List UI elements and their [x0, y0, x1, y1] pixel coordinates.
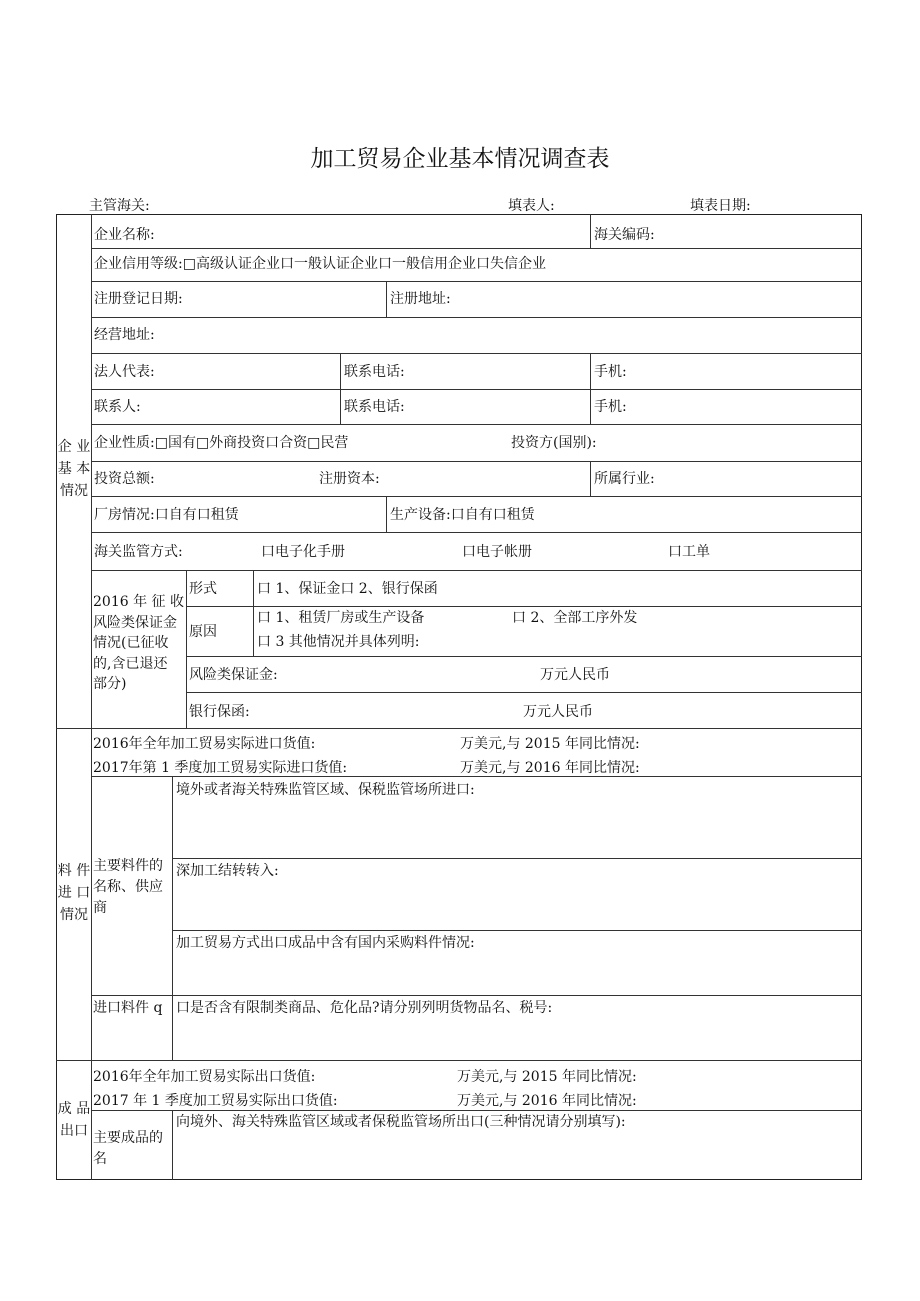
bank-guarantee-unit: 万元人民币 [523, 704, 593, 720]
section-label-line: 料 件 [57, 863, 91, 879]
main-products-label: 主要成品的名 [93, 1130, 163, 1167]
row-line [91, 496, 862, 497]
total-investment-field[interactable]: 投资总额: [94, 471, 155, 487]
row-line [91, 353, 862, 354]
section-label-basic [57, 436, 91, 502]
bank-guarantee-field[interactable]: 银行保函: [189, 704, 250, 720]
row-line [91, 532, 862, 533]
section-label-export [57, 1098, 91, 1142]
row-line [172, 858, 862, 859]
section-label-line: 出口 [60, 1123, 88, 1139]
page-title: 加工贸易企业基本情况调查表 [310, 146, 610, 172]
industry-field[interactable]: 所属行业: [594, 471, 655, 487]
row-line [91, 281, 862, 282]
col-line [386, 281, 387, 317]
phone-field[interactable]: 联系电话: [344, 364, 405, 380]
supervision-option-manual[interactable]: 口电子化手册 [261, 544, 345, 560]
col-line [172, 776, 173, 1060]
survey-table [56, 214, 862, 1180]
col-line [386, 496, 387, 532]
contact-phone-field[interactable]: 联系电话: [344, 399, 405, 415]
col-line [590, 461, 591, 496]
supervision-label: 海关监管方式: [94, 544, 183, 560]
risk-deposit-unit: 万元人民币 [540, 667, 610, 683]
form-options[interactable]: 口 1、保证金口 2、银行保函 [257, 581, 438, 597]
col-line [186, 570, 187, 728]
overseas-import-field[interactable]: 境外或者海关特殊监管区域、保税监管场所进口: [176, 782, 475, 798]
col-line [253, 570, 254, 656]
section-label-line: 情况 [60, 483, 88, 499]
form-label: 形式 [189, 581, 217, 597]
main-materials-label: 主要料件的名称、供应商 [93, 858, 163, 916]
equipment-field[interactable]: 生产设备:口自有口租赁 [390, 507, 535, 523]
import-2017-unit: 万美元,与 2016 年同比情况: [460, 760, 640, 776]
section-label-line: 企 业 [57, 439, 91, 455]
risk-deposit-field[interactable]: 风险类保证金: [189, 667, 278, 683]
section-label-line: 成 品 [57, 1101, 91, 1117]
section-divider-2 [56, 1060, 862, 1061]
contact-field[interactable]: 联系人: [94, 399, 141, 415]
col-line [590, 353, 591, 424]
company-nature-field[interactable]: 企业性质:□国有□外商投资口合资□民营 [94, 435, 349, 451]
reason-label: 原因 [189, 624, 217, 640]
supervision-option-ledger[interactable]: 口电子帐册 [462, 544, 532, 560]
category-divider [91, 214, 92, 1180]
reason-option-3[interactable]: 口 3 其他情况并具体列明: [257, 634, 420, 650]
legal-rep-field[interactable]: 法人代表: [94, 364, 155, 380]
row-line [91, 570, 862, 571]
export-2016-unit: 万美元,与 2015 年同比情况: [457, 1069, 637, 1085]
row-line [186, 656, 862, 657]
export-2017-field[interactable]: 2017 年 1 季度加工贸易实际出口货值: [93, 1093, 338, 1109]
export-destination-field[interactable]: 向境外、海关特殊监管区域或者保税监管场所出口(三种情况请分别填写): [176, 1114, 626, 1130]
reason-option-1[interactable]: 口 1、租赁厂房或生产设备 [257, 610, 425, 626]
row-line [186, 606, 862, 607]
reg-date-field[interactable]: 注册登记日期: [94, 291, 183, 307]
domestic-materials-field[interactable]: 加工贸易方式出口成品中含有国内采购料件情况: [176, 935, 475, 951]
credit-level-field[interactable]: 企业信用等级:□高级认证企业口一般认证企业口一般信用企业口失信企业 [94, 256, 546, 272]
section-divider-1 [56, 728, 862, 729]
deep-processing-field[interactable]: 深加工结转转入: [176, 863, 279, 879]
mobile-field[interactable]: 手机: [594, 364, 627, 380]
col-line [340, 353, 341, 424]
col-line [590, 214, 591, 248]
row-line [91, 1110, 862, 1111]
export-2017-unit: 万美元,与 2016 年同比情况: [457, 1093, 637, 1109]
company-name-field[interactable]: 企业名称: [94, 227, 155, 243]
supervision-option-worksheet[interactable]: 口工单 [668, 544, 710, 560]
row-line [186, 692, 862, 693]
deposit-label: 2016 年 征 收 风险类保证金 情况(已征收 的,含已退还 部分) [93, 594, 184, 692]
row-line [91, 317, 862, 318]
plant-field[interactable]: 厂房情况:口自有口租赁 [94, 507, 239, 523]
row-line [91, 461, 862, 462]
import-2016-unit: 万美元,与 2015 年同比情况: [460, 736, 640, 752]
section-label-line: 进 口 [57, 885, 91, 901]
biz-address-field[interactable]: 经营地址: [94, 327, 155, 343]
reason-option-2[interactable]: 口 2、全部工序外发 [512, 610, 638, 626]
section-label-import [57, 860, 91, 926]
row-line [91, 389, 862, 390]
filler-label: 填表人: [508, 198, 555, 214]
reg-capital-field[interactable]: 注册资本: [319, 471, 380, 487]
contact-mobile-field[interactable]: 手机: [594, 399, 627, 415]
date-label: 填表日期: [690, 198, 751, 214]
row-line [91, 424, 862, 425]
row-line [91, 248, 862, 249]
customs-code-field[interactable]: 海关编码: [594, 227, 655, 243]
section-label-line: 基 本 [57, 461, 91, 477]
export-2016-field[interactable]: 2016年全年加工贸易实际出口货值: [93, 1069, 316, 1085]
restricted-goods-field[interactable]: 口是否含有限制类商品、危化品?请分别列明货物品名、税号: [176, 1000, 553, 1016]
import-2016-field[interactable]: 2016年全年加工贸易实际进口货值: [93, 736, 316, 752]
import-materials-label: 进口料件 q [93, 1000, 163, 1016]
row-line [91, 995, 862, 996]
customs-label: 主管海关: [89, 198, 150, 214]
reg-address-field[interactable]: 注册地址: [390, 291, 451, 307]
investor-field[interactable]: 投资方(国别): [511, 435, 597, 451]
import-2017-field[interactable]: 2017年第 1 季度加工贸易实际进口货值: [93, 760, 348, 776]
row-line [172, 930, 862, 931]
section-label-line: 情况 [60, 907, 88, 923]
col-line [172, 1110, 173, 1180]
